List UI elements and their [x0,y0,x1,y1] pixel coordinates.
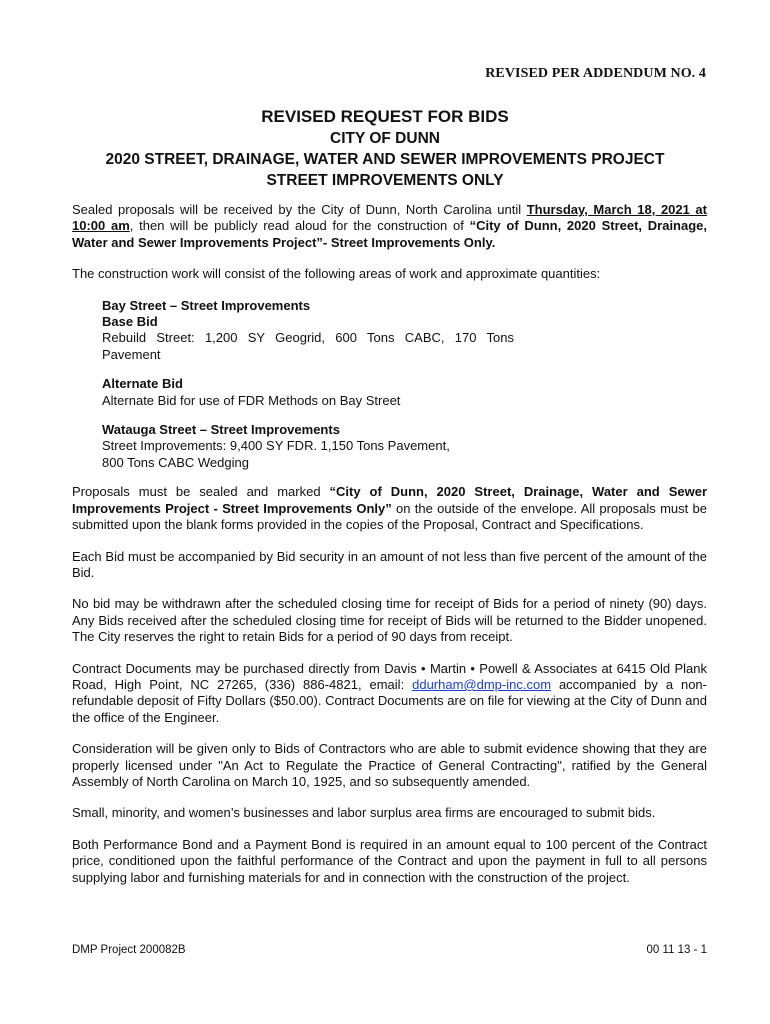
bid-security-paragraph: Each Bid must be accompanied by Bid security in an amount of not less than five percent of the amount of the Bid. [72,548,707,580]
addendum-header: REVISED PER ADDENDUM NO. 4 [485,66,706,81]
withdrawal-paragraph: No bid may be withdrawn after the scheduled closing time for receipt of Bids for a period of ninety (90) days. Any Bids received after the scheduled closing time for receipt of Bids will be returned to the Bidder unopened. The City reserves the right to retain Bids for a period of 90 days from receipt. [72,596,707,645]
licensing-paragraph: Consideration will be given only to Bids of Contractors who are able to submit evidence showing that they are properly licensed under "An Act to Regulate the Practice of General Contracting", ratified by the General Assembly of North Carolina on March 10, 1925, and so subsequently amended. [72,741,707,789]
alternate-bid-heading: Alternate Bid [102,376,183,392]
footer-page-number: 00 11 13 - 1 [646,944,707,956]
project-title-bold: “City of Dunn, 2020 Street, Drainage, Water and Sewer Improvements Project”- Street Improvements Only. [72,218,708,250]
base-bid-text: Rebuild Street: 1,200 SY Geogrid, 600 Tons CABC, 170 Tons Pavement [102,330,514,362]
title-block [0,106,770,191]
city-name: CITY OF DUNN [330,130,440,147]
bay-street-heading: Bay Street – Street Improvements [102,297,311,313]
document-title: REVISED REQUEST FOR BIDS [261,107,509,126]
watauga-line-2: 800 Tons CABC Wedging [102,454,249,470]
bonds-paragraph: Both Performance Bond and a Payment Bond is required in an amount equal to 100 percent of the Contract price, conditioned upon the faithful performance of the Contract and upon the payment in full to all persons supplying labor and furnishing materials for and in connection with the construction of the project. [72,836,707,885]
documents-paragraph: Contract Documents may be purchased directly from Davis • Martin • Powell & Associates at 6415 Old Plank Road, High Point, NC 27265, (336) 886-4821, email: ddurham@dmp-inc.com accompanied by a non-refundable deposit of Fifty Dollars ($50.00). Contract Documents are on file for viewing at the City of Dunn and the office of the Engineer. [72,660,707,725]
email-link[interactable]: ddurham@dmp-inc.com [412,676,552,692]
watauga-street-item [102,422,707,471]
watauga-street-heading: Watauga Street – Street Improvements [102,422,340,438]
work-items [102,298,707,472]
alternate-bid-item [102,376,707,409]
document-body [72,202,707,901]
alternate-bid-text: Alternate Bid for use of FDR Methods on Bay Street [102,392,401,408]
page-footer [72,944,707,956]
minority-paragraph: Small, minority, and women’s businesses and labor surplus area firms are encouraged to submit bids. [72,805,656,821]
project-name: 2020 STREET, DRAINAGE, WATER AND SEWER IMPROVEMENTS PROJECT [105,151,665,168]
intro-paragraph: Sealed proposals will be received by the City of Dunn, North Carolina until Thursday, March 18, 2021 at 10:00 am, then will be publicly read aloud for the construction of “City of Dunn, 2020 Street, Drainage, Water and Sewer Improvements Project”- Street Improvements Only. [72,202,708,250]
proposals-paragraph: Proposals must be sealed and marked “City of Dunn, 2020 Street, Drainage, Water and Sewer Improvements Project - Street Improvements Only” on the outside of the envelope. All proposals must be submitted upon the blank forms provided in the copies of the Proposal, Contract and Specifications. [72,484,707,533]
watauga-line-1: Street Improvements: 9,400 SY FDR. 1,150 Tons Pavement, [102,438,450,454]
project-scope: STREET IMPROVEMENTS ONLY [266,172,504,189]
bay-street-item [102,298,514,364]
scope-intro: The construction work will consist of the following areas of work and approximate quantities: [72,266,601,282]
bid-deadline: Thursday, March 18, 2021 at 10:00 am [72,202,707,234]
base-bid-heading: Base Bid [102,314,158,330]
footer-project-number: DMP Project 200082B [72,944,186,956]
